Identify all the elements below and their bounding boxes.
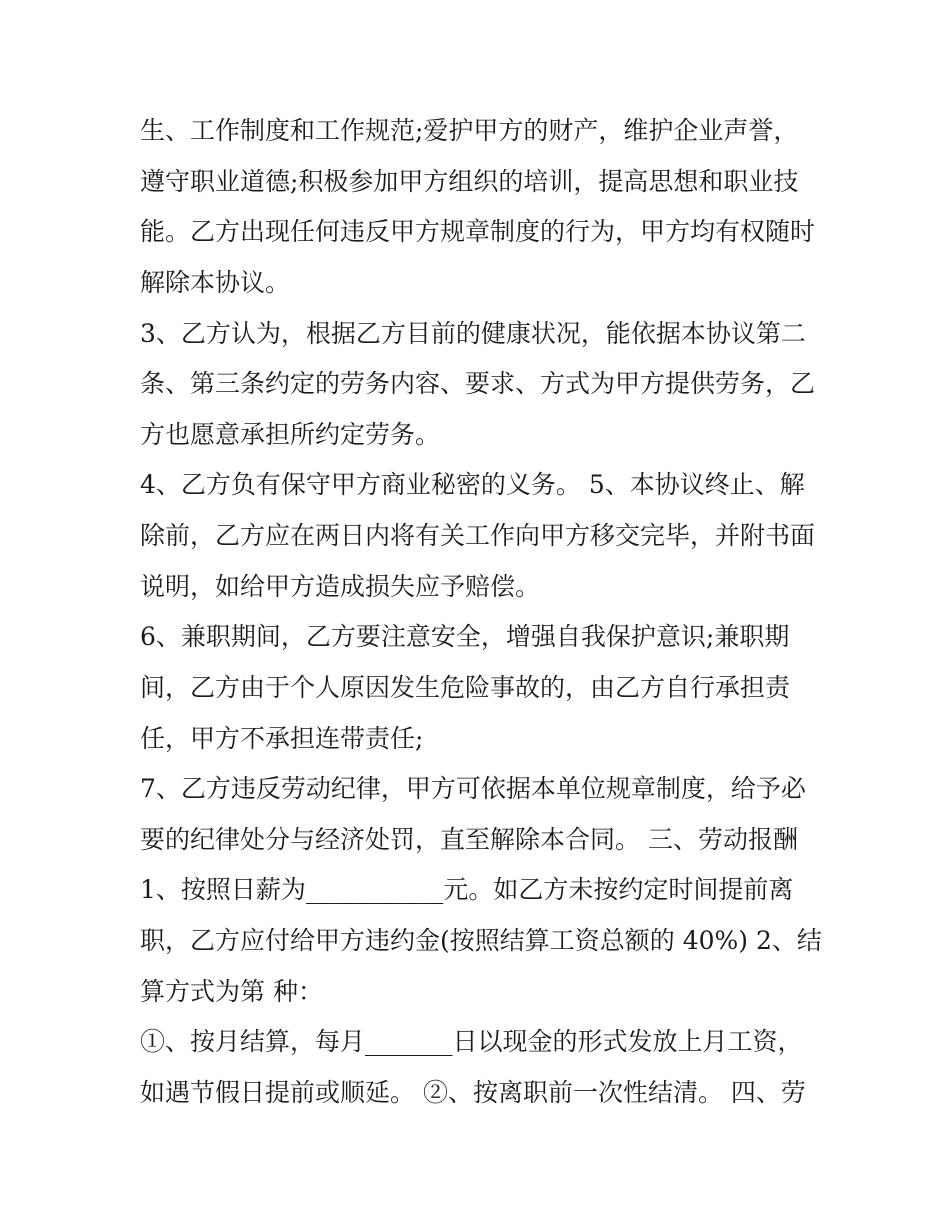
text-line: 4、乙方负有保守甲方商业秘密的义务。 5、本协议终止、解 — [140, 470, 805, 499]
text-line: 说明，如给甲方造成损失应予赔偿。 — [140, 572, 541, 601]
text-line: 方也愿意承担所约定劳务。 — [140, 420, 441, 449]
text-line: 除前，乙方应在两日内将有关工作向甲方移交完毕，并附书面 — [140, 521, 816, 550]
text-line: 6、兼职期间，乙方要注意安全，增强自我保护意识;兼职期 — [140, 622, 790, 651]
text-line: 1、按照日薪为___________元。如乙方未按约定时间提前离 — [140, 875, 794, 904]
text-line: 7、乙方违反劳动纪律，甲方可依据本单位规章制度，给予必 — [140, 774, 806, 803]
text-line: 生、工作制度和工作规范;爱护甲方的财产，维护企业声誉， — [140, 116, 799, 145]
text-line: 职，乙方应付给甲方违约金(按照结算工资总额的 40%) 2、结 — [140, 926, 822, 955]
text-line: 解除本协议。 — [140, 268, 291, 297]
text-line: 能。乙方出现任何违反甲方规章制度的行为，甲方均有权随时 — [140, 217, 816, 246]
text-line: 如遇节假日提前或顺延。 ②、按离职前一次性结清。 四、劳 — [140, 1078, 806, 1107]
text-line: ①、按月结算，每月_______日以现金的形式发放上月工资， — [140, 1027, 803, 1056]
text-line: 算方式为第 种： — [140, 977, 323, 1006]
text-line: 间，乙方由于个人原因发生危险事故的，由乙方自行承担责 — [140, 673, 791, 702]
text-line: 3、乙方认为，根据乙方目前的健康状况，能依据本协议第二 — [140, 319, 806, 348]
text-line: 遵守职业道德;积极参加甲方组织的培训，提高思想和职业技 — [140, 167, 799, 196]
text-line: 任，甲方不承担连带责任; — [140, 724, 424, 753]
text-line: 条、第三条约定的劳务内容、要求、方式为甲方提供劳务，乙 — [140, 369, 816, 398]
text-line: 要的纪律处分与经济处罚，直至解除本合同。 三、劳动报酬 — [140, 825, 798, 854]
